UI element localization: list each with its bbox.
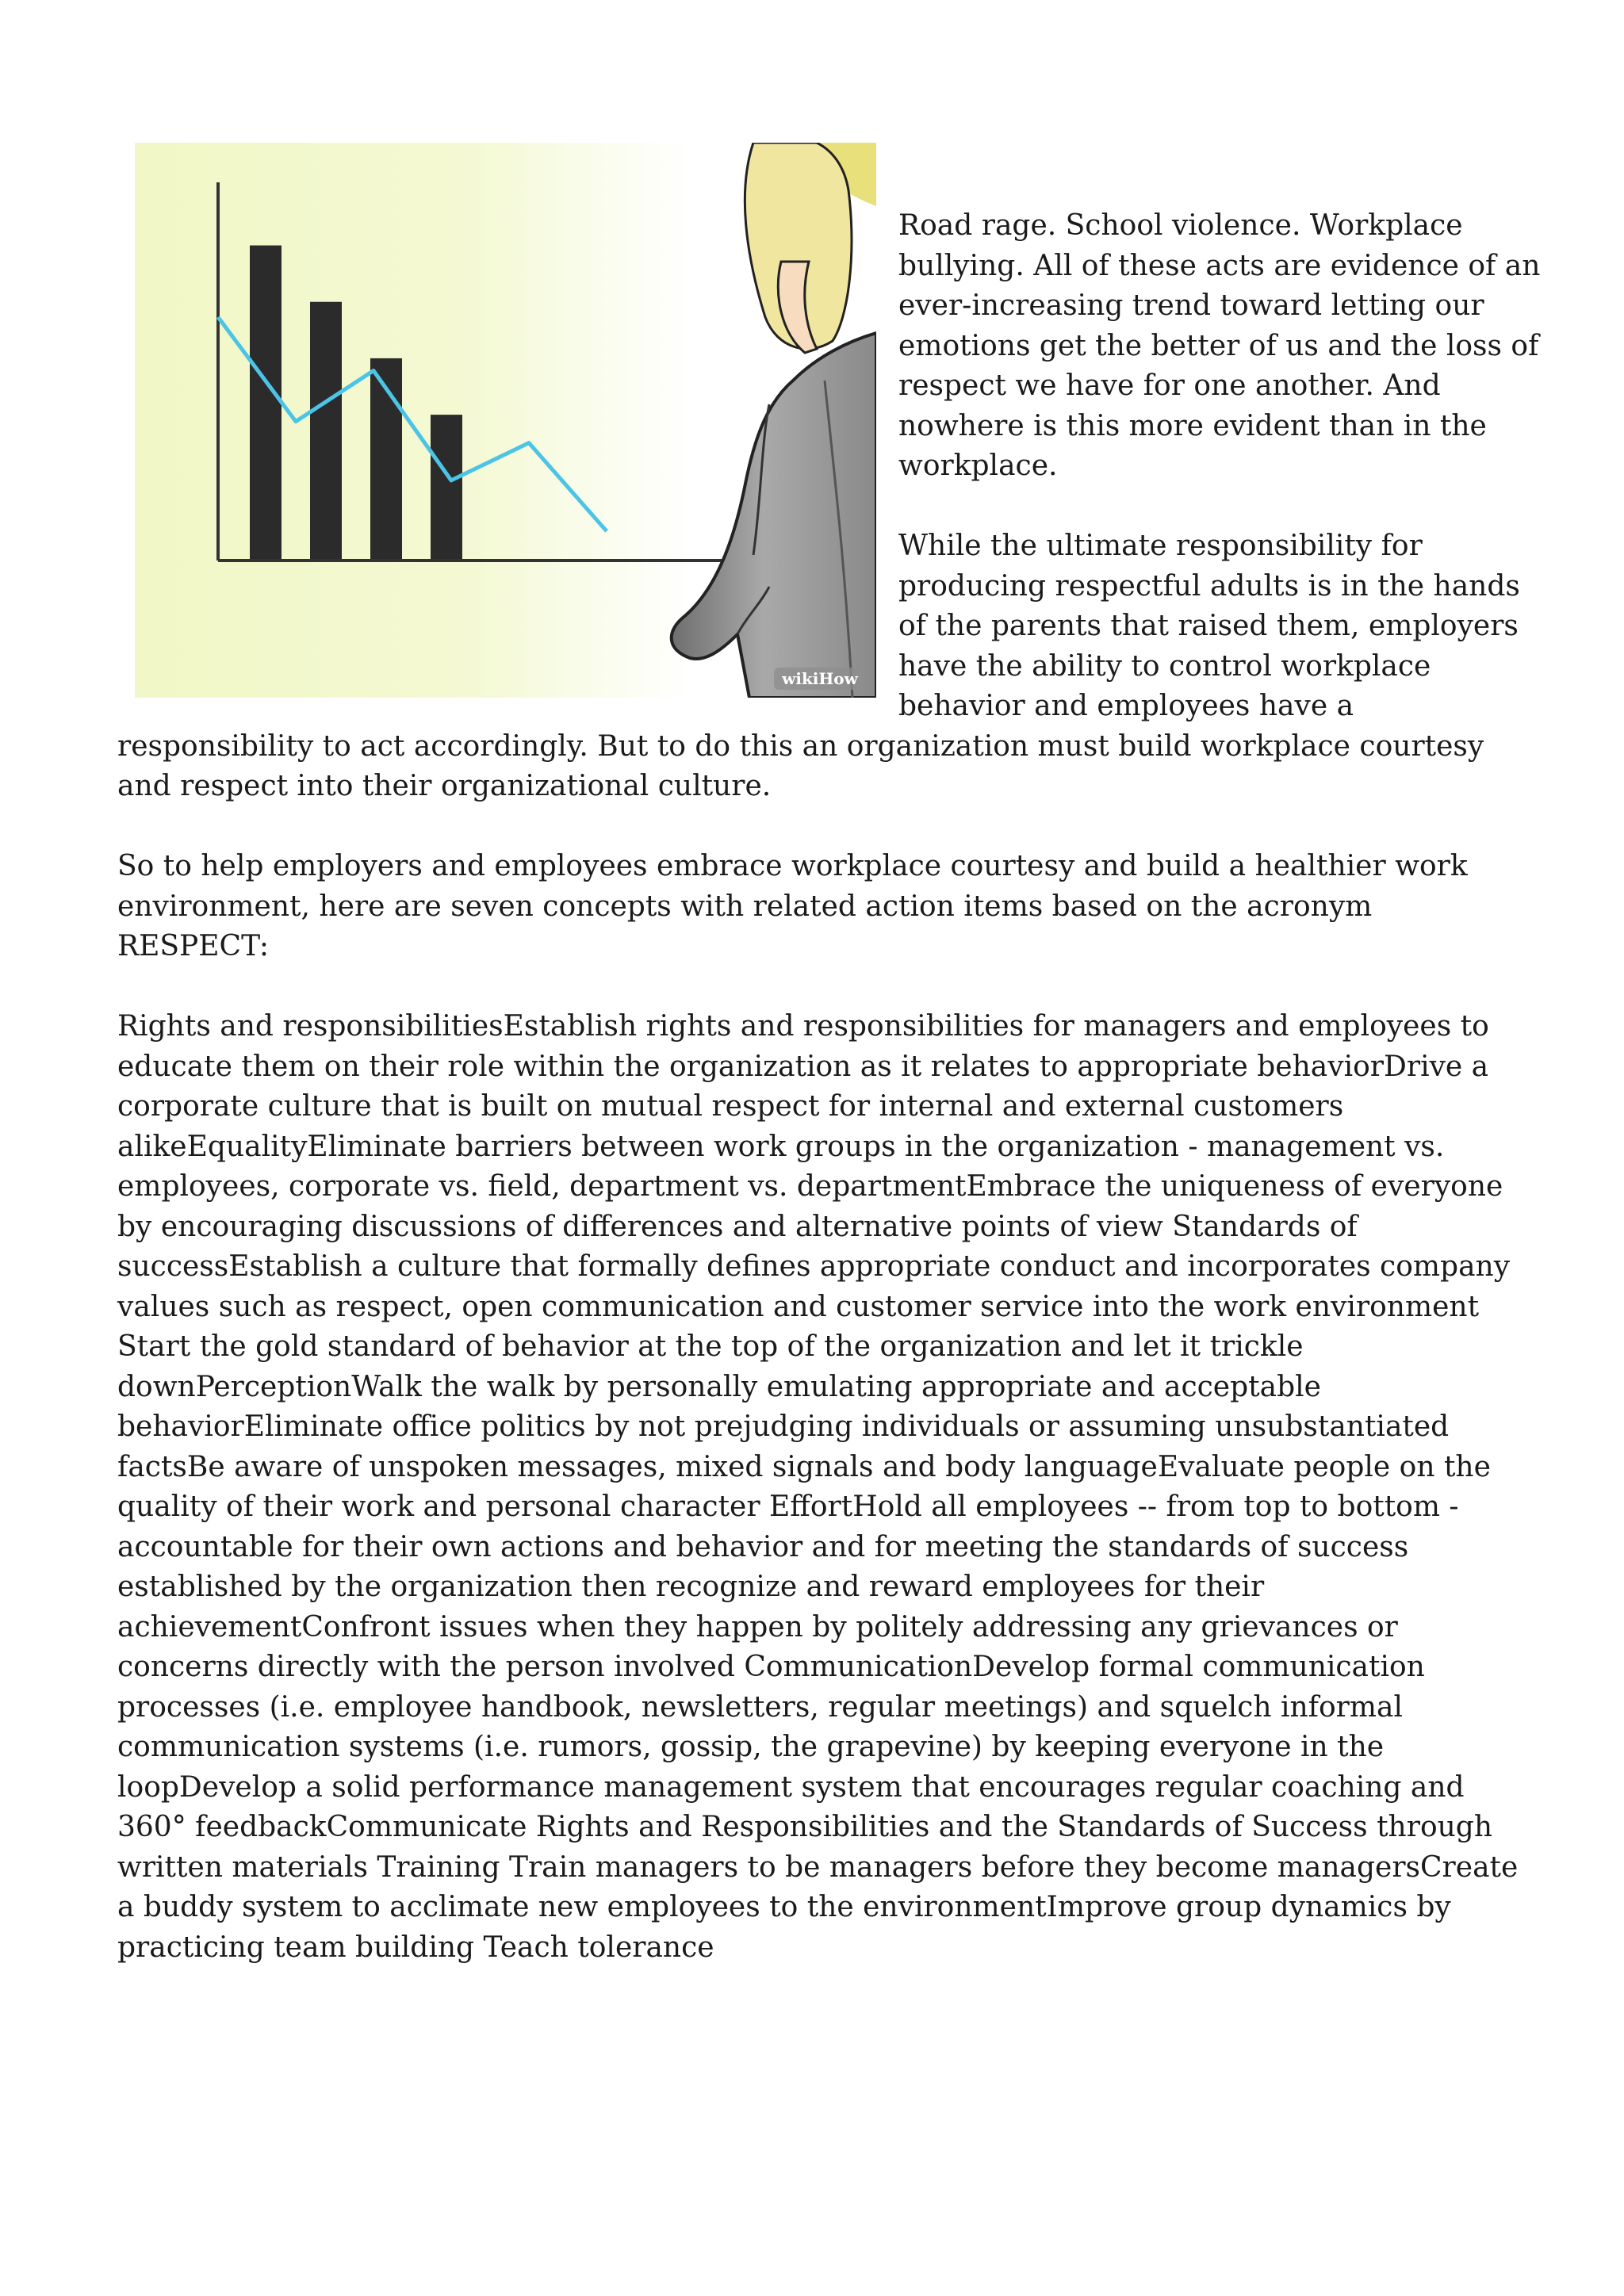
intro-paragraph: Road rage. School violence. Workplace bullying. All of these acts are evidence of an ever-increasing trend toward letting our emotions get the better of us and the loss of respect we have for one another. And nowhere is this more evident than in the workplace. [898, 209, 1541, 482]
chart-bar-4 [431, 415, 462, 559]
chart-bar-2 [310, 302, 342, 559]
responsibility-paragraph: While the ultimate responsibility for producing respectful adults is in the hands of the parents that raised them, employers have the ability to control workplace behavior and employees have a responsibility to act accordingly. But to do this an organization must build workplace courtesy and respect into their organizational culture. [117, 530, 1520, 802]
chart-bar-1 [250, 246, 282, 559]
watermark [774, 668, 866, 690]
respect-concepts-paragraph: Rights and responsibilitiesEstablish rights and responsibilities for managers and employees to educate them on their role within the organization as it relates to appropriate behaviorDrive a corporate culture that is built on mutual respect for internal and external customers alikeEqualityEliminate barriers between work groups in the organization - management vs. employees, corporate vs. field, department vs. departmentEmbrace the uniqueness of everyone by encouraging discussions of differences and alternative points of view Standards of successEstablish a culture that formally defines appropriate conduct and incorporates company values such as respect, open communication and customer service into the work environment Start the gold standard of behavior at the top of the organization and let it trickle downPerceptionWalk the walk by personally emulating appropriate and acceptable behaviorEliminate office politics by not prejudging individuals or assuming unsubstantiated factsBe aware of unspoken messages, mixed signals and body languageEvaluate people on the quality of their work and personal character EffortHold all employees -- from top to bottom - accountable for their own actions and behavior and for meeting the standards of success established by the organization then recognize and reward employees for their achievementConfront issues when they happen by politely addressing any grievances or concerns directly with the person involved CommunicationDevelop formal communication processes (i.e. employee handbook, newsletters, regular meetings) and squelch informal communication systems (i.e. rumors, gossip, the grapevine) by keeping everyone in the loopDevelop a solid performance management system that encourages regular coaching and 360° feedbackCommunicate Rights and Responsibilities and the Standards of Success through written materials Training Train managers to be managers before they become managersCreate a buddy system to acclimate new employees to the environmentImprove group dynamics by practicing team building Teach tolerance [117, 1010, 1519, 1964]
respect-intro-paragraph: So to help employers and employees embrace workplace courtesy and build a healthier work environment, here are seven concepts with related action items based on the acronym RESPECT: [117, 850, 1468, 962]
article [117, 143, 1545, 1968]
watermark-text: wikiHow [782, 669, 858, 688]
article-illustration [135, 143, 876, 698]
chart-figure [135, 143, 876, 698]
